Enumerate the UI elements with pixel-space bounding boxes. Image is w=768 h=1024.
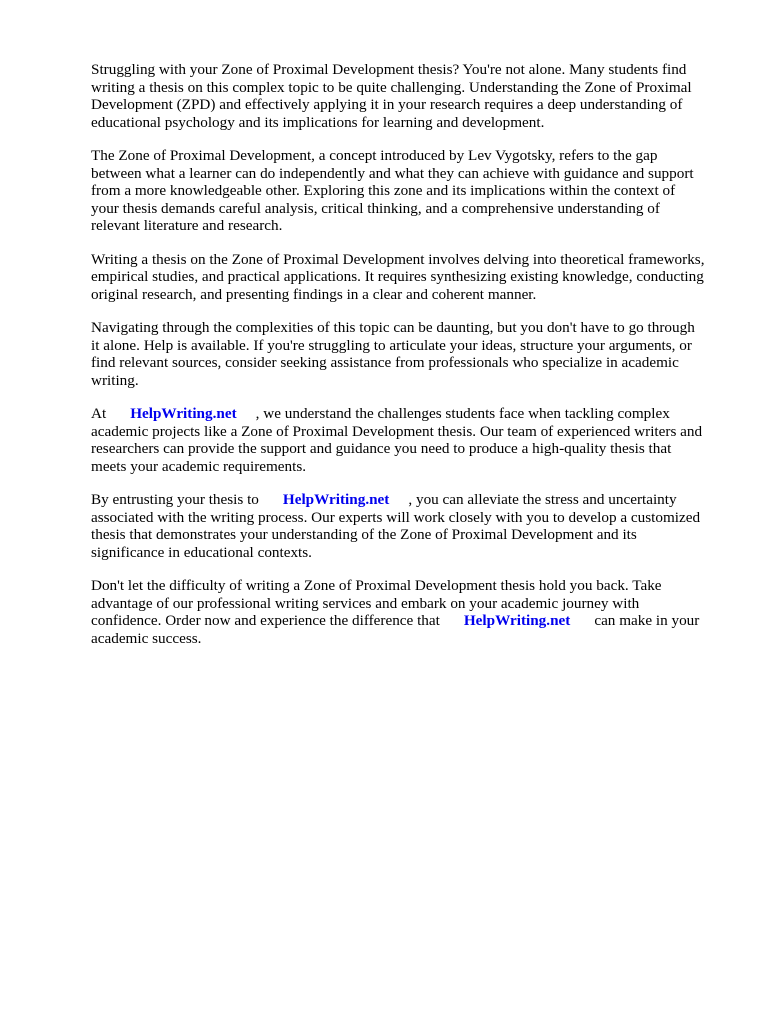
paragraph-writing-thesis: Writing a thesis on the Zone of Proximal Development involves delving into theoretical frameworks, empirical studies, and practical applications. It requires synthesizing existing knowledge, conducting original research, and presenting findings in a clear and coherent manner. [91,250,705,303]
helpwriting-link[interactable]: HelpWriting.net [282,491,390,508]
paragraph-text: academic success. [91,629,202,647]
document-page [91,61,721,663]
paragraph-text: By entrusting your thesis to [91,491,259,508]
paragraph-text: associated with the writing process. Our experts will work closely with you to develop a customized thesis that demonstrates your understanding of the Zone of Proximal Development and its significance in educational contexts. [91,508,701,561]
paragraph-navigating: Navigating through the complexities of this topic can be daunting, but you don't have to go through it alone. Help is available. If you're struggling to articulate your ideas, structure your arguments, or find relevant sources, consider seeking assistance from professionals who specialize in academic writing. [91,319,695,389]
paragraph-text: At [91,405,107,422]
helpwriting-link[interactable]: HelpWriting.net [463,612,571,629]
paragraph-text: , you can alleviate the stress and uncertainty [408,491,677,508]
paragraph-closing [91,577,721,647]
paragraph-text: Don't let the difficulty of writing a Zone of Proximal Development thesis hold you back. Take [91,577,662,594]
paragraph-text: academic projects like a Zone of Proximal Development thesis. Our team of experienced writers and researchers can provide the support and guidance you need to produce a high-quality thesis that meets your academic requirements. [91,422,703,475]
paragraph-at-helpwriting [91,405,721,475]
paragraph-text: confidence. Order now and experience the difference that [91,612,440,629]
paragraph-text: , we understand the challenges students face when tackling complex [255,405,670,422]
paragraph-intro: Struggling with your Zone of Proximal Development thesis? You're not alone. Many students find writing a thesis on this complex topic to be quite challenging. Understanding the Zone of Proximal Development (ZPD) and effectively applying it in your research requires a deep understanding of educational psychology and its implications for learning and development. [91,61,692,131]
paragraph-zpd-definition: The Zone of Proximal Development, a concept introduced by Lev Vygotsky, refers to the gap between what a learner can do independently and what they can achieve with guidance and support from a more knowledgeable other. Exploring this zone and its implications within the context of your thesis demands careful analysis, critical thinking, and a comprehensive understanding of relevant literature and research. [91,147,694,234]
paragraph-entrusting [91,491,721,561]
helpwriting-link[interactable]: HelpWriting.net [130,405,237,422]
paragraph-text: can make in your [594,612,700,629]
paragraph-text: advantage of our professional writing services and embark on your academic journey with [91,594,640,612]
